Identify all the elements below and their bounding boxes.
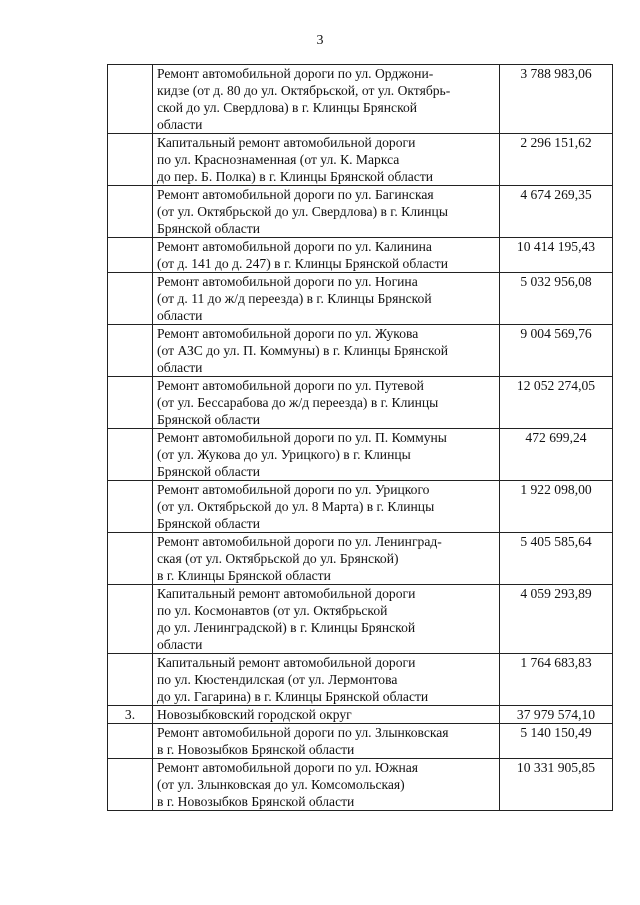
row-amount: 12 052 274,05 [500, 377, 613, 429]
row-amount: 4 059 293,89 [500, 585, 613, 654]
table-row [108, 429, 613, 481]
row-number [108, 724, 153, 759]
table-row [108, 533, 613, 585]
row-description: Ремонт автомобильной дороги по ул. Злынковская в г. Новозыбков Брянской области [153, 724, 500, 759]
row-description: Ремонт автомобильной дороги по ул. Урицкого (от ул. Октябрьской до ул. 8 Марта) в г. Клинцы Брянской области [153, 481, 500, 533]
row-description: Капитальный ремонт автомобильной дороги по ул. Кюстендилская (от ул. Лермонтова до ул. Гагарина) в г. Клинцы Брянской области [153, 654, 500, 706]
row-amount: 3 788 983,06 [500, 65, 613, 134]
row-number [108, 533, 153, 585]
row-number [108, 273, 153, 325]
table-row [108, 65, 613, 134]
row-number [108, 377, 153, 429]
row-description: Капитальный ремонт автомобильной дороги по ул. Краснознаменная (от ул. К. Маркса до пер. Б. Полка) в г. Клинцы Брянской области [153, 134, 500, 186]
table-row [108, 186, 613, 238]
row-amount: 4 674 269,35 [500, 186, 613, 238]
row-amount: 1 764 683,83 [500, 654, 613, 706]
row-description: Ремонт автомобильной дороги по ул. П. Коммуны (от ул. Жукова до ул. Урицкого) в г. Клинцы Брянской области [153, 429, 500, 481]
table-row [108, 724, 613, 759]
row-description: Ремонт автомобильной дороги по ул. Багинская (от ул. Октябрьской до ул. Свердлова) в г. Клинцы Брянской области [153, 186, 500, 238]
row-number [108, 429, 153, 481]
row-amount: 10 414 195,43 [500, 238, 613, 273]
row-amount: 1 922 098,00 [500, 481, 613, 533]
row-amount: 37 979 574,10 [500, 706, 613, 724]
table-row [108, 654, 613, 706]
table-row [108, 759, 613, 811]
row-amount: 9 004 569,76 [500, 325, 613, 377]
row-amount: 10 331 905,85 [500, 759, 613, 811]
table-row [108, 585, 613, 654]
table-row [108, 325, 613, 377]
row-number [108, 134, 153, 186]
row-description: Ремонт автомобильной дороги по ул. Южная (от ул. Злынковская до ул. Комсомольская) в г. Новозыбков Брянской области [153, 759, 500, 811]
table-row [108, 273, 613, 325]
row-description: Капитальный ремонт автомобильной дороги по ул. Космонавтов (от ул. Октябрьской до ул. Ленинградской) в г. Клинцы Брянской области [153, 585, 500, 654]
funding-table [107, 64, 613, 811]
row-number: 3. [108, 706, 153, 724]
table-row [108, 134, 613, 186]
row-description: Ремонт автомобильной дороги по ул. Калинина (от д. 141 до д. 247) в г. Клинцы Брянской области [153, 238, 500, 273]
table-row [108, 706, 613, 724]
row-description: Ремонт автомобильной дороги по ул. Жукова (от АЗС до ул. П. Коммуны) в г. Клинцы Брянской области [153, 325, 500, 377]
table-row [108, 238, 613, 273]
table-row [108, 377, 613, 429]
row-number [108, 325, 153, 377]
row-description: Ремонт автомобильной дороги по ул. Ногина (от д. 11 до ж/д переезда) в г. Клинцы Брянской области [153, 273, 500, 325]
row-amount: 5 405 585,64 [500, 533, 613, 585]
row-description: Ремонт автомобильной дороги по ул. Путевой (от ул. Бессарабова до ж/д переезда) в г. Клинцы Брянской области [153, 377, 500, 429]
row-number [108, 481, 153, 533]
row-description: Ремонт автомобильной дороги по ул. Орджони- кидзе (от д. 80 до ул. Октябрьской, от ул. Октябрь- ской до ул. Свердлова) в г. Клинцы Брянской области [153, 65, 500, 134]
row-number [108, 654, 153, 706]
row-number [108, 238, 153, 273]
row-description: Новозыбковский городской округ [153, 706, 500, 724]
table-body [108, 65, 613, 811]
row-amount: 2 296 151,62 [500, 134, 613, 186]
row-description: Ремонт автомобильной дороги по ул. Ленинград- ская (от ул. Октябрьской до ул. Брянской) в г. Клинцы Брянской области [153, 533, 500, 585]
page-number: 3 [316, 33, 324, 48]
row-number [108, 186, 153, 238]
row-amount: 5 032 956,08 [500, 273, 613, 325]
row-number [108, 585, 153, 654]
row-number [108, 759, 153, 811]
table-row [108, 481, 613, 533]
row-amount: 472 699,24 [500, 429, 613, 481]
row-number [108, 65, 153, 134]
row-amount: 5 140 150,49 [500, 724, 613, 759]
